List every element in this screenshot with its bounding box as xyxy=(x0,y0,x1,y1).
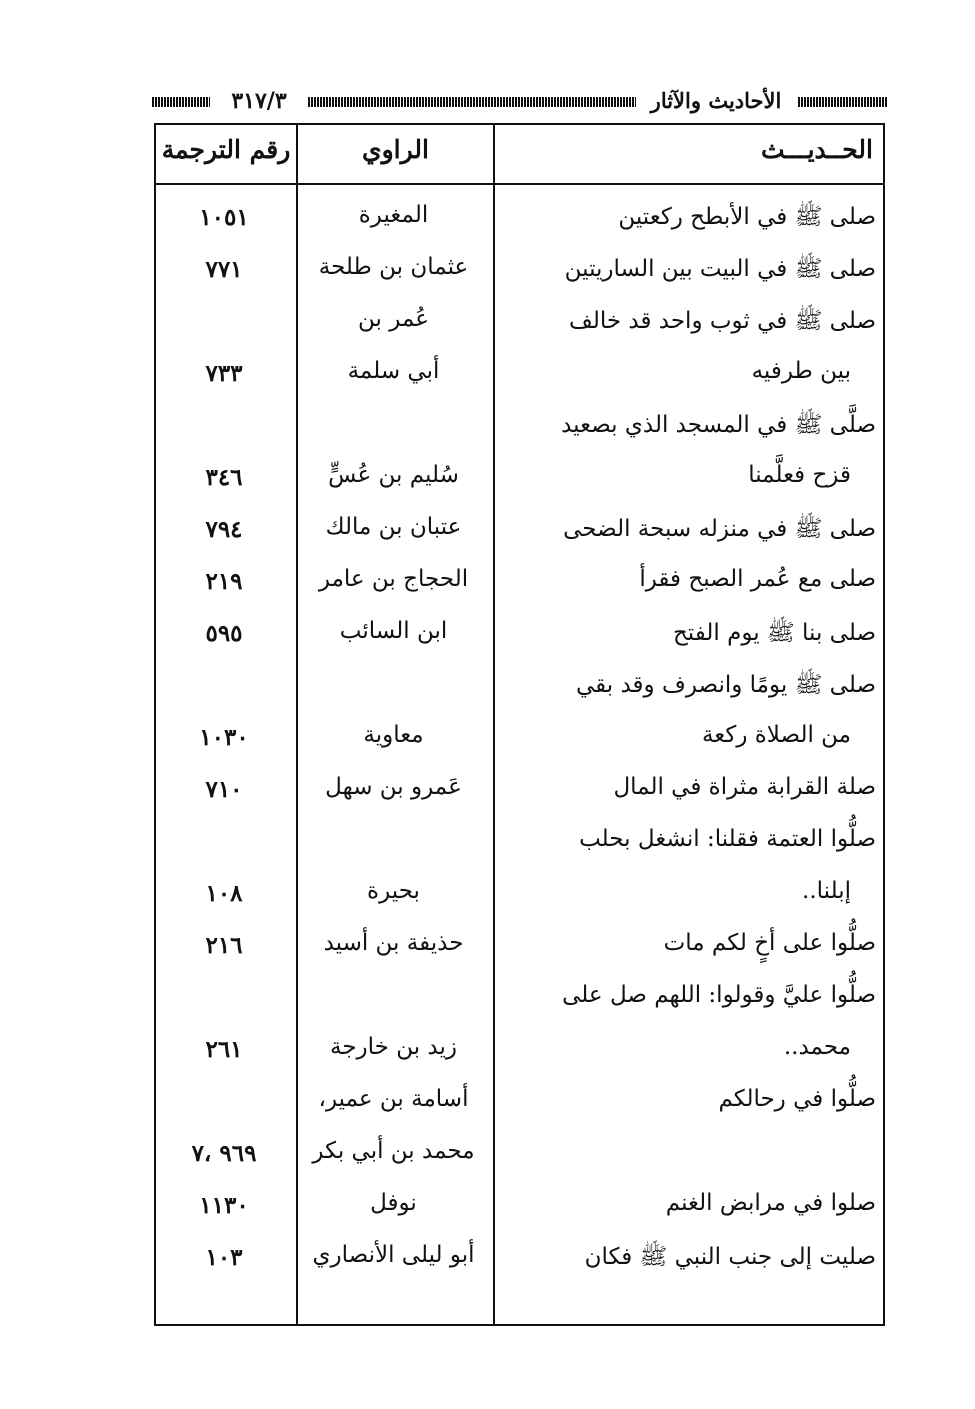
biography-number: ١٠٣٠ xyxy=(199,724,249,751)
hadith-text: صلوا في مرابض الغنم xyxy=(665,1190,876,1216)
table-row xyxy=(154,768,885,820)
narrator-name: عثمان بن طلحة xyxy=(318,254,469,280)
biography-number: ٢١٦ xyxy=(205,932,243,959)
biography-number: ٩٦٩ ،٧ xyxy=(191,1140,257,1167)
hadith-text: صلُّوا على أخٍ لكم مات xyxy=(663,930,876,956)
hadith-text: بين طرفيه xyxy=(751,358,851,384)
table-row xyxy=(154,352,885,404)
narrator-name: معاوية xyxy=(363,722,424,748)
column-header-hadith: الحــديـــث xyxy=(761,135,873,164)
narrator-name: عَمرو بن سهل xyxy=(325,774,462,800)
table-row xyxy=(154,508,885,560)
hadith-text: صلة القرابة مثراة في المال xyxy=(613,774,876,800)
table-row xyxy=(154,612,885,664)
biography-number: ١٠٥١ xyxy=(199,204,249,231)
header-ornament-left xyxy=(152,97,210,107)
hadith-text: صلُّوا في رحالكم xyxy=(718,1086,876,1112)
hadith-text: صلَّى ﷺ في المسجد الذي بصعيد xyxy=(561,412,876,438)
table-row xyxy=(154,560,885,612)
narrator-name: أبي سلمة xyxy=(347,358,440,384)
hadith-text: صلى ﷺ يومًا وانصرف وقد بقي xyxy=(575,672,876,698)
hadith-text: محمد.. xyxy=(783,1034,851,1060)
narrator-name: أسامة بن عمير، xyxy=(318,1086,469,1112)
narrator-name: حذيفة بن أسيد xyxy=(323,930,464,956)
narrator-name: أبو ليلى الأنصاري xyxy=(312,1242,475,1268)
narrator-name: زيد بن خارجة xyxy=(330,1034,457,1060)
narrator-name: عتبان بن مالك xyxy=(325,514,462,540)
table-row xyxy=(154,924,885,976)
table-row xyxy=(154,1080,885,1132)
header-ornament-middle xyxy=(308,97,636,107)
biography-number: ٧٩٤ xyxy=(205,516,243,543)
biography-number: ٢٦١ xyxy=(205,1036,243,1063)
biography-number: ١٠٨ xyxy=(205,880,243,907)
hadith-text: صلى ﷺ في الأبطح ركعتين xyxy=(618,204,876,230)
table-row xyxy=(154,1236,885,1288)
header-ornament-right xyxy=(798,97,888,107)
hadith-text: صلى ﷺ في ثوب واحد قد خالف xyxy=(569,308,876,334)
running-title: الأحاديث والآثار xyxy=(650,88,782,113)
table-row xyxy=(154,248,885,300)
hadith-text: من الصلاة ركعة xyxy=(701,722,851,748)
biography-number: ٧٧١ xyxy=(205,256,243,283)
header-divider xyxy=(156,183,883,185)
hadith-text: صلُّوا عليَّ وقولوا: اللهم صل على xyxy=(562,982,876,1008)
biography-number: ٥٩٥ xyxy=(205,620,243,647)
table-row xyxy=(154,716,885,768)
column-header-narrator: الراوي xyxy=(362,135,429,164)
hadith-text: قزح فعلَّمنا xyxy=(748,462,851,488)
page-header xyxy=(152,88,888,116)
table-row xyxy=(154,1184,885,1236)
hadith-text: صلى بنا ﷺ يوم الفتح xyxy=(672,620,876,646)
hadith-text: صلى ﷺ في البيت بين الساريتين xyxy=(564,256,876,282)
table-row xyxy=(154,664,885,716)
table-row xyxy=(154,300,885,352)
narrator-name: عُمر بن xyxy=(358,306,429,332)
hadith-text: صلى مع عُمر الصبح فقرأ xyxy=(639,566,876,592)
table-row xyxy=(154,196,885,248)
biography-number: ١١٣٠ xyxy=(199,1192,249,1219)
biography-number: ١٠٣ xyxy=(205,1244,243,1271)
table-row xyxy=(154,1028,885,1080)
hadith-text: صلُّوا العتمة فقلنا: انشغل بحلب xyxy=(579,826,876,852)
table-row xyxy=(154,456,885,508)
table-row xyxy=(154,820,885,872)
biography-number: ٢١٩ xyxy=(205,568,243,595)
narrator-name: نوفل xyxy=(370,1190,417,1216)
hadith-text: صليت إلى جنب النبي ﷺ فكان xyxy=(584,1244,876,1270)
narrator-name: بحيرة xyxy=(367,878,420,904)
narrator-name: ابن السائب xyxy=(339,618,448,644)
narrator-name: سُليم بن عُسٍّ xyxy=(328,462,459,488)
table-row xyxy=(154,976,885,1028)
table-body xyxy=(154,196,885,1288)
biography-number: ٧٣٣ xyxy=(205,360,243,387)
page-number: ٣١٧/٣ xyxy=(231,88,287,114)
narrator-name: محمد بن أبي بكر xyxy=(312,1138,475,1164)
narrator-name: الحجاج بن عامر xyxy=(318,566,469,592)
hadith-text: إبلنا.. xyxy=(802,878,851,904)
biography-number: ٣٤٦ xyxy=(205,464,243,491)
hadith-text: صلى ﷺ في منزله سبحة الضحى xyxy=(563,516,876,542)
biography-number: ٧١٠ xyxy=(205,776,243,803)
table-row xyxy=(154,1132,885,1184)
table-row xyxy=(154,872,885,924)
table-row xyxy=(154,404,885,456)
narrator-name: المغيرة xyxy=(358,202,429,228)
column-header-number: رقم الترجمة xyxy=(161,135,291,164)
